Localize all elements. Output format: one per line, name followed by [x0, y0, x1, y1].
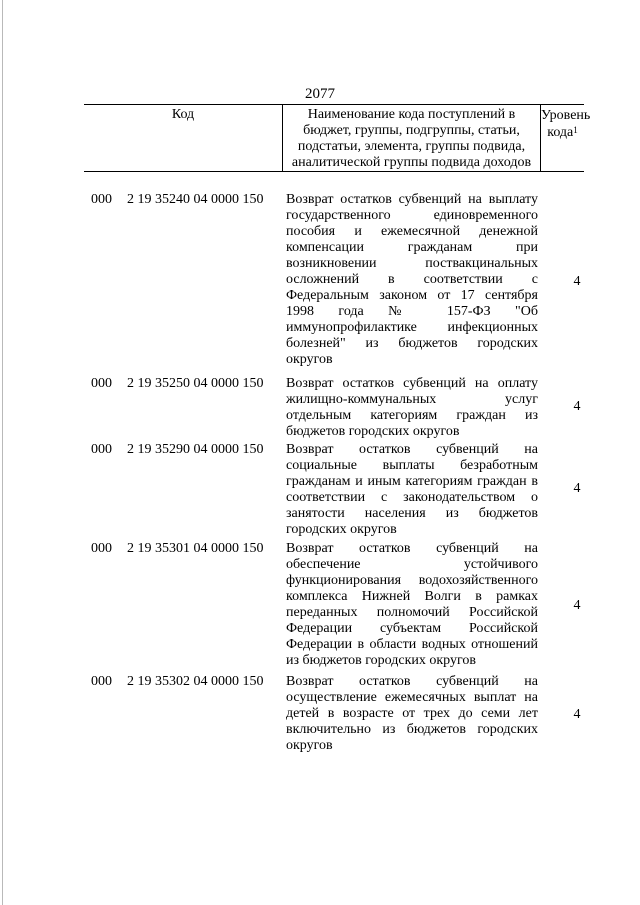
row-level: 4 [573, 274, 581, 289]
header-code: Код [171, 107, 195, 122]
row-budget-code: 2 19 35290 04 0000 150 [127, 442, 264, 457]
header-level [540, 105, 591, 171]
row-level: 4 [573, 399, 581, 414]
page-edge-line [2, 0, 3, 905]
row-budget-code: 2 19 35301 04 0000 150 [127, 541, 264, 556]
header-name: Наименование кода поступлений в бюджет, группы, подгруппы, статьи, подстатьи, элемента, группы подвида, аналитической группы подвида доходов [282, 105, 540, 171]
header-level-label: Уровень кода [541, 108, 591, 140]
row-admin-code: 000 [91, 674, 112, 689]
row-admin-code: 000 [91, 541, 112, 556]
row-description: Возврат остатков субвенций на социальные выплаты безработным гражданам и иным категориям граждан в соответствии с законодательством о занятости населения из бюджетов городских округов [286, 442, 538, 537]
row-description: Возврат остатков субвенций на обеспечение устойчивого функционирования водохозяйственного комплекса Нижней Волги в рамках переданных полномочий Российской Федерации субъектам Российской Федерации в области водных отношений из бюджетов городских округов [286, 541, 538, 668]
row-budget-code: 2 19 35240 04 0000 150 [127, 192, 264, 207]
row-budget-code: 2 19 35302 04 0000 150 [127, 674, 264, 689]
row-level: 4 [573, 481, 581, 496]
row-level: 4 [573, 707, 581, 722]
row-admin-code: 000 [91, 376, 112, 391]
row-admin-code: 000 [91, 442, 112, 457]
row-description: Возврат остатков субвенций на осуществление ежемесячных выплат на детей в возрасте от трех до семи лет включительно из бюджетов городских округов [286, 674, 538, 753]
row-admin-code: 000 [91, 192, 112, 207]
row-description: Возврат остатков субвенций на оплату жилищно-коммунальных услуг отдельным категориям граждан из бюджетов городских округов [286, 376, 538, 439]
page-number: 2077 [305, 86, 335, 102]
table-header [84, 104, 591, 172]
row-description: Возврат остатков субвенций на выплату государственного единовременного пособия и ежемесячной денежной компенсации гражданам при возникновении поствакцинальных осложнений в соответствии с Федеральным законом от 17 сентября 1998 года № 157-ФЗ "Об иммунопрофилактике инфекционных болезней" из бюджетов городских округов [286, 192, 538, 367]
row-level: 4 [573, 598, 581, 613]
header-level-footnote: 1 [573, 125, 578, 135]
row-budget-code: 2 19 35250 04 0000 150 [127, 376, 264, 391]
